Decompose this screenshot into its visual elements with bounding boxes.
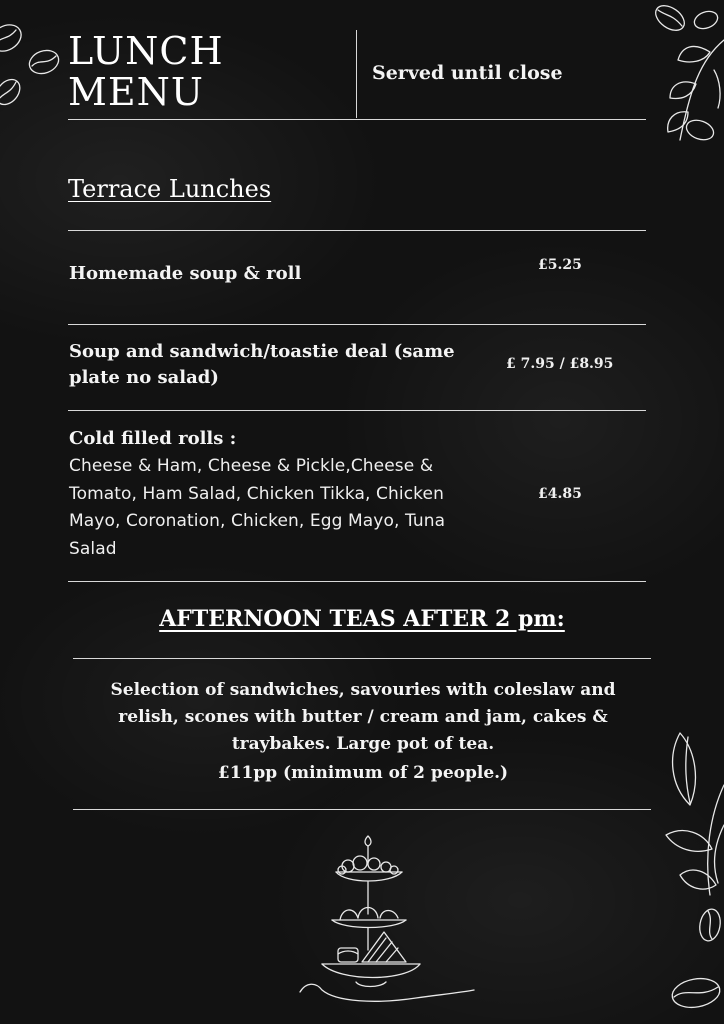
divider — [73, 658, 651, 659]
divider — [68, 324, 646, 325]
header-divider — [356, 30, 357, 118]
leaf-branch-icon — [660, 725, 724, 1024]
item-name-soup-sandwich-deal: Soup and sandwich/toastie deal (same plate no salad) — [69, 341, 455, 388]
item-desc-cold-rolls: Cheese & Ham, Cheese & Pickle,Cheese & Tomato, Ham Salad, Chicken Tikka, Chicken Mayo, Coronation, Chicken, Egg Mayo, Tuna Salad — [69, 456, 446, 559]
item-price-cold-rolls: £4.85 — [538, 486, 582, 502]
header-rule — [68, 119, 646, 120]
cake-stand-icon — [296, 832, 476, 1004]
section-title-afternoon-tea: AFTERNOON TEAS AFTER 2 pm: — [159, 606, 565, 632]
section-title-terrace: Terrace Lunches — [68, 175, 272, 203]
menu-title-line2: MENU — [68, 70, 204, 114]
divider — [68, 410, 646, 411]
served-until-label: Served until close — [372, 62, 563, 84]
item-name-soup: Homemade soup & roll — [69, 263, 302, 284]
divider — [73, 809, 651, 810]
divider — [68, 230, 646, 231]
item-name-cold-rolls: Cold filled rolls : — [69, 428, 237, 449]
afternoon-tea-price: £11pp (minimum of 2 people.) — [217, 763, 509, 783]
menu-title-line1: LUNCH — [68, 29, 224, 73]
leaf-branch-icon — [630, 0, 724, 150]
afternoon-tea-description: Selection of sandwiches, savouries with coleslaw and relish, scones with butter / cream and jam, cakes & traybakes. Large pot of tea. — [110, 680, 616, 754]
divider — [68, 581, 646, 582]
item-price-soup: £5.25 — [538, 257, 582, 273]
item-price-soup-sandwich-deal: £ 7.95 / £8.95 — [506, 356, 614, 372]
